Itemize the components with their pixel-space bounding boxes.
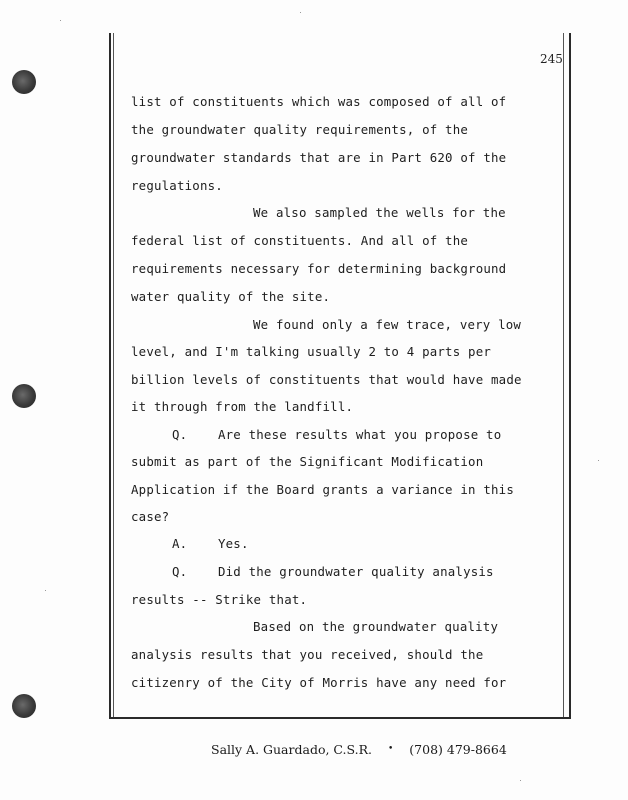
scan-speck — [598, 460, 599, 461]
transcript-line-20: Based on the groundwater quality — [253, 619, 499, 634]
transcript-line-6: federal list of constituents. And all of the — [131, 233, 469, 248]
transcript-line-14: submit as part of the Significant Modification — [131, 454, 484, 469]
transcript-line-17: A. Yes. — [172, 536, 249, 551]
transcript-line-8: water quality of the site. — [131, 289, 331, 304]
transcript-line-12: it through from the landfill. — [131, 399, 354, 414]
transcript-line-4: regulations. — [131, 178, 223, 193]
transcript-line-7: requirements necessary for determining background — [131, 261, 507, 276]
punch-hole-top — [12, 70, 36, 94]
transcript-line-18: Q. Did the groundwater quality analysis — [172, 564, 494, 579]
transcript-line-1: list of constituents which was composed of all of — [131, 94, 507, 109]
reporter-phone: (708) 479-8664 — [409, 742, 507, 757]
transcript-line-16: case? — [131, 509, 170, 524]
punch-hole-middle — [12, 384, 36, 408]
transcript-line-13: Q. Are these results what you propose to — [172, 427, 502, 442]
page-border-inner-left — [113, 33, 114, 717]
transcript-line-10: level, and I'm talking usually 2 to 4 parts per — [131, 344, 492, 359]
footer-separator: • — [387, 744, 394, 754]
page-border-inner-right — [563, 33, 564, 717]
reporter-name: Sally A. Guardado, C.S.R. — [211, 742, 372, 757]
scan-speck — [300, 12, 301, 13]
transcript-line-11: billion levels of constituents that would have made — [131, 372, 522, 387]
transcript-line-21: analysis results that you received, should the — [131, 647, 484, 662]
transcript-line-15: Application if the Board grants a variance in this — [131, 482, 514, 497]
transcript-line-5: We also sampled the wells for the — [253, 205, 506, 220]
scan-speck — [45, 590, 46, 591]
transcript-line-3: groundwater standards that are in Part 620 of the — [131, 150, 507, 165]
transcript-line-19: results -- Strike that. — [131, 592, 308, 607]
transcript-line-2: the groundwater quality requirements, of the — [131, 122, 469, 137]
reporter-footer — [211, 742, 507, 757]
page-number: 245 — [540, 52, 563, 66]
punch-hole-bottom — [12, 694, 36, 718]
transcript-line-22: citizenry of the City of Morris have any need for — [131, 675, 507, 690]
scan-speck — [60, 20, 61, 21]
scan-speck — [520, 780, 521, 781]
transcript-line-9: We found only a few trace, very low — [253, 317, 522, 332]
